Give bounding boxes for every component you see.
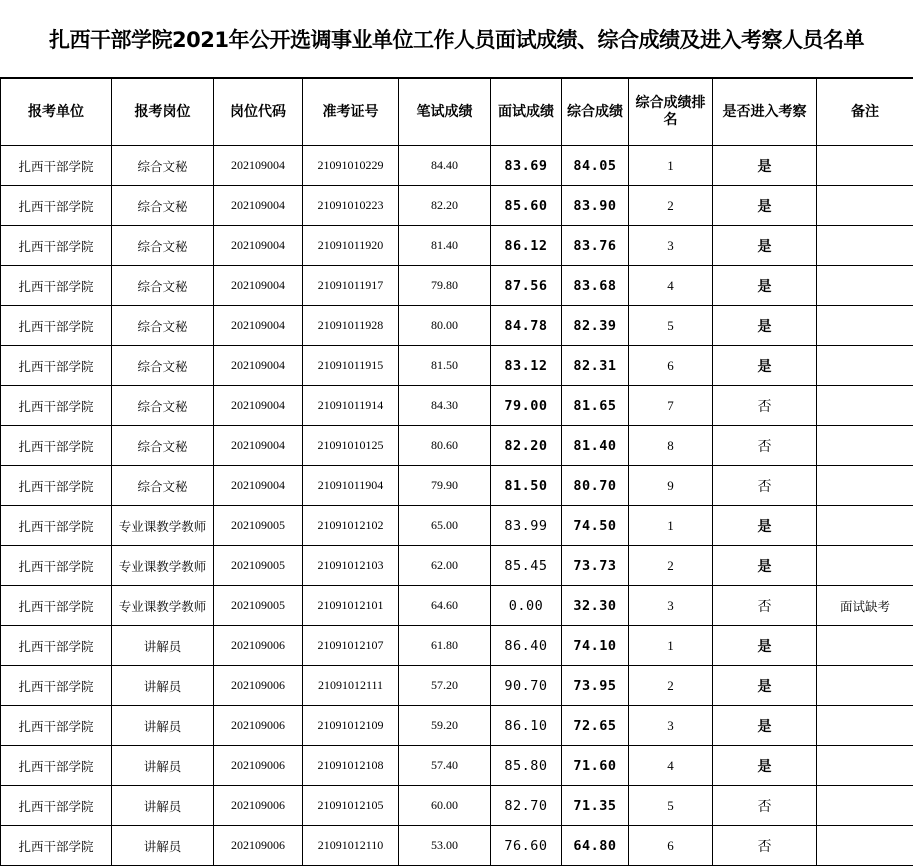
cell-post-code: 202109004 — [214, 346, 303, 386]
cell-unit: 扎西干部学院 — [1, 546, 112, 586]
cell-ticket-number: 21091012105 — [303, 786, 399, 826]
cell-enter-inspection: 是 — [713, 546, 817, 586]
cell-enter-inspection: 是 — [713, 146, 817, 186]
cell-post-code: 202109004 — [214, 226, 303, 266]
page-title: 扎西干部学院2021年公开选调事业单位工作人员面试成绩、综合成绩及进入考察人员名单 — [0, 0, 913, 78]
cell-post-code: 202109004 — [214, 466, 303, 506]
cell-enter-inspection: 否 — [713, 586, 817, 626]
cell-remark — [817, 546, 913, 586]
cell-rank: 9 — [629, 466, 713, 506]
table-row — [1, 826, 913, 866]
cell-interview-score: 83.99 — [491, 506, 562, 546]
cell-written-score: 80.60 — [399, 426, 491, 466]
cell-rank: 1 — [629, 626, 713, 666]
cell-interview-score: 83.12 — [491, 346, 562, 386]
cell-interview-score: 87.56 — [491, 266, 562, 306]
table-row — [1, 226, 913, 266]
cell-total-score: 74.10 — [562, 626, 629, 666]
cell-remark — [817, 466, 913, 506]
header-enter-inspection: 是否进入考察 — [713, 79, 817, 146]
cell-rank: 8 — [629, 426, 713, 466]
cell-post: 专业课教学教师 — [112, 586, 214, 626]
cell-written-score: 79.90 — [399, 466, 491, 506]
cell-post: 综合文秘 — [112, 386, 214, 426]
cell-post-code: 202109006 — [214, 626, 303, 666]
cell-ticket-number: 21091012110 — [303, 826, 399, 866]
cell-unit: 扎西干部学院 — [1, 306, 112, 346]
cell-unit: 扎西干部学院 — [1, 746, 112, 786]
cell-enter-inspection: 是 — [713, 306, 817, 346]
cell-total-score: 73.95 — [562, 666, 629, 706]
cell-post: 讲解员 — [112, 826, 214, 866]
table-row — [1, 186, 913, 226]
cell-written-score: 57.20 — [399, 666, 491, 706]
cell-total-score: 72.65 — [562, 706, 629, 746]
cell-interview-score: 82.20 — [491, 426, 562, 466]
cell-rank: 3 — [629, 706, 713, 746]
cell-remark — [817, 746, 913, 786]
cell-remark — [817, 186, 913, 226]
cell-unit: 扎西干部学院 — [1, 826, 112, 866]
table-row — [1, 346, 913, 386]
table-row — [1, 306, 913, 346]
cell-rank: 7 — [629, 386, 713, 426]
header-unit: 报考单位 — [1, 79, 112, 146]
cell-remark — [817, 386, 913, 426]
cell-unit: 扎西干部学院 — [1, 346, 112, 386]
cell-post-code: 202109006 — [214, 706, 303, 746]
cell-total-score: 84.05 — [562, 146, 629, 186]
cell-written-score: 61.80 — [399, 626, 491, 666]
table-row — [1, 146, 913, 186]
cell-unit: 扎西干部学院 — [1, 506, 112, 546]
cell-remark — [817, 226, 913, 266]
cell-enter-inspection: 是 — [713, 266, 817, 306]
cell-unit: 扎西干部学院 — [1, 666, 112, 706]
cell-post: 专业课教学教师 — [112, 506, 214, 546]
cell-rank: 1 — [629, 506, 713, 546]
table-row — [1, 786, 913, 826]
cell-post: 讲解员 — [112, 746, 214, 786]
cell-written-score: 81.50 — [399, 346, 491, 386]
cell-rank: 5 — [629, 786, 713, 826]
cell-rank: 3 — [629, 226, 713, 266]
cell-unit: 扎西干部学院 — [1, 466, 112, 506]
cell-remark — [817, 786, 913, 826]
cell-interview-score: 0.00 — [491, 586, 562, 626]
cell-enter-inspection: 是 — [713, 626, 817, 666]
table-row — [1, 586, 913, 626]
cell-enter-inspection: 否 — [713, 426, 817, 466]
cell-unit: 扎西干部学院 — [1, 586, 112, 626]
cell-written-score: 60.00 — [399, 786, 491, 826]
cell-post: 综合文秘 — [112, 186, 214, 226]
cell-interview-score: 86.40 — [491, 626, 562, 666]
cell-post: 讲解员 — [112, 666, 214, 706]
cell-post-code: 202109005 — [214, 506, 303, 546]
cell-post-code: 202109006 — [214, 746, 303, 786]
cell-post: 综合文秘 — [112, 426, 214, 466]
cell-total-score: 82.31 — [562, 346, 629, 386]
cell-post-code: 202109005 — [214, 586, 303, 626]
cell-interview-score: 83.69 — [491, 146, 562, 186]
header-ticket-number: 准考证号 — [303, 79, 399, 146]
cell-written-score: 84.30 — [399, 386, 491, 426]
cell-enter-inspection: 是 — [713, 506, 817, 546]
cell-total-score: 83.68 — [562, 266, 629, 306]
cell-ticket-number: 21091011904 — [303, 466, 399, 506]
cell-post-code: 202109004 — [214, 266, 303, 306]
cell-written-score: 65.00 — [399, 506, 491, 546]
cell-total-score: 71.35 — [562, 786, 629, 826]
cell-post-code: 202109004 — [214, 146, 303, 186]
cell-post: 讲解员 — [112, 786, 214, 826]
cell-ticket-number: 21091012111 — [303, 666, 399, 706]
cell-rank: 4 — [629, 266, 713, 306]
cell-enter-inspection: 是 — [713, 346, 817, 386]
cell-ticket-number: 21091012109 — [303, 706, 399, 746]
table-header-row — [1, 79, 913, 146]
table-row — [1, 626, 913, 666]
cell-enter-inspection: 是 — [713, 706, 817, 746]
results-table — [0, 78, 913, 866]
cell-ticket-number: 21091011917 — [303, 266, 399, 306]
cell-ticket-number: 21091012102 — [303, 506, 399, 546]
header-interview-score: 面试成绩 — [491, 79, 562, 146]
cell-ticket-number: 21091012107 — [303, 626, 399, 666]
cell-enter-inspection: 否 — [713, 826, 817, 866]
cell-remark — [817, 426, 913, 466]
cell-post: 综合文秘 — [112, 466, 214, 506]
cell-total-score: 83.76 — [562, 226, 629, 266]
cell-rank: 3 — [629, 586, 713, 626]
cell-written-score: 82.20 — [399, 186, 491, 226]
cell-written-score: 53.00 — [399, 826, 491, 866]
cell-post-code: 202109004 — [214, 426, 303, 466]
cell-enter-inspection: 是 — [713, 226, 817, 266]
cell-rank: 5 — [629, 306, 713, 346]
cell-interview-score: 81.50 — [491, 466, 562, 506]
cell-remark — [817, 826, 913, 866]
table-row — [1, 666, 913, 706]
cell-written-score: 64.60 — [399, 586, 491, 626]
cell-interview-score: 85.45 — [491, 546, 562, 586]
table-row — [1, 746, 913, 786]
cell-rank: 2 — [629, 546, 713, 586]
cell-enter-inspection: 否 — [713, 786, 817, 826]
cell-post: 综合文秘 — [112, 226, 214, 266]
cell-interview-score: 85.80 — [491, 746, 562, 786]
cell-remark — [817, 266, 913, 306]
table-row — [1, 546, 913, 586]
cell-interview-score: 76.60 — [491, 826, 562, 866]
cell-total-score: 82.39 — [562, 306, 629, 346]
cell-enter-inspection: 是 — [713, 746, 817, 786]
cell-interview-score: 84.78 — [491, 306, 562, 346]
cell-remark — [817, 306, 913, 346]
cell-total-score: 81.65 — [562, 386, 629, 426]
cell-post: 综合文秘 — [112, 266, 214, 306]
cell-rank: 4 — [629, 746, 713, 786]
cell-enter-inspection: 是 — [713, 186, 817, 226]
cell-total-score: 83.90 — [562, 186, 629, 226]
cell-written-score: 59.20 — [399, 706, 491, 746]
cell-ticket-number: 21091011920 — [303, 226, 399, 266]
cell-ticket-number: 21091010229 — [303, 146, 399, 186]
cell-ticket-number: 21091011914 — [303, 386, 399, 426]
cell-post-code: 202109004 — [214, 386, 303, 426]
cell-interview-score: 86.12 — [491, 226, 562, 266]
cell-rank: 6 — [629, 826, 713, 866]
cell-interview-score: 85.60 — [491, 186, 562, 226]
table-row — [1, 266, 913, 306]
cell-ticket-number: 21091012103 — [303, 546, 399, 586]
cell-post-code: 202109005 — [214, 546, 303, 586]
cell-remark — [817, 666, 913, 706]
cell-total-score: 64.80 — [562, 826, 629, 866]
cell-ticket-number: 21091011928 — [303, 306, 399, 346]
cell-written-score: 84.40 — [399, 146, 491, 186]
header-post-code: 岗位代码 — [214, 79, 303, 146]
cell-rank: 1 — [629, 146, 713, 186]
cell-remark — [817, 626, 913, 666]
cell-unit: 扎西干部学院 — [1, 226, 112, 266]
cell-rank: 2 — [629, 186, 713, 226]
cell-ticket-number: 21091012101 — [303, 586, 399, 626]
cell-total-score: 74.50 — [562, 506, 629, 546]
cell-written-score: 57.40 — [399, 746, 491, 786]
cell-rank: 2 — [629, 666, 713, 706]
cell-written-score: 81.40 — [399, 226, 491, 266]
header-total-rank: 综合成绩排名 — [629, 79, 713, 146]
cell-unit: 扎西干部学院 — [1, 786, 112, 826]
header-post: 报考岗位 — [112, 79, 214, 146]
cell-interview-score: 82.70 — [491, 786, 562, 826]
cell-ticket-number: 21091012108 — [303, 746, 399, 786]
cell-total-score: 71.60 — [562, 746, 629, 786]
cell-total-score: 80.70 — [562, 466, 629, 506]
cell-written-score: 80.00 — [399, 306, 491, 346]
cell-post-code: 202109006 — [214, 826, 303, 866]
table-row — [1, 506, 913, 546]
cell-post-code: 202109006 — [214, 666, 303, 706]
header-remark: 备注 — [817, 79, 913, 146]
cell-remark — [817, 346, 913, 386]
cell-remark — [817, 506, 913, 546]
cell-written-score: 62.00 — [399, 546, 491, 586]
table-row — [1, 466, 913, 506]
cell-total-score: 81.40 — [562, 426, 629, 466]
cell-interview-score: 86.10 — [491, 706, 562, 746]
table-row — [1, 386, 913, 426]
cell-enter-inspection: 否 — [713, 466, 817, 506]
cell-remark — [817, 146, 913, 186]
cell-enter-inspection: 否 — [713, 386, 817, 426]
cell-post: 讲解员 — [112, 626, 214, 666]
cell-post: 综合文秘 — [112, 346, 214, 386]
cell-unit: 扎西干部学院 — [1, 266, 112, 306]
cell-post: 讲解员 — [112, 706, 214, 746]
cell-remark — [817, 706, 913, 746]
cell-post: 综合文秘 — [112, 146, 214, 186]
table-row — [1, 426, 913, 466]
cell-post-code: 202109006 — [214, 786, 303, 826]
cell-total-score: 32.30 — [562, 586, 629, 626]
cell-rank: 6 — [629, 346, 713, 386]
cell-post: 综合文秘 — [112, 306, 214, 346]
cell-unit: 扎西干部学院 — [1, 386, 112, 426]
header-written-score: 笔试成绩 — [399, 79, 491, 146]
cell-ticket-number: 21091010125 — [303, 426, 399, 466]
cell-post-code: 202109004 — [214, 186, 303, 226]
cell-unit: 扎西干部学院 — [1, 146, 112, 186]
cell-ticket-number: 21091011915 — [303, 346, 399, 386]
cell-unit: 扎西干部学院 — [1, 186, 112, 226]
cell-remark: 面试缺考 — [817, 586, 913, 626]
cell-unit: 扎西干部学院 — [1, 706, 112, 746]
cell-interview-score: 90.70 — [491, 666, 562, 706]
cell-written-score: 79.80 — [399, 266, 491, 306]
header-total-score: 综合成绩 — [562, 79, 629, 146]
cell-total-score: 73.73 — [562, 546, 629, 586]
cell-enter-inspection: 是 — [713, 666, 817, 706]
cell-ticket-number: 21091010223 — [303, 186, 399, 226]
cell-interview-score: 79.00 — [491, 386, 562, 426]
cell-unit: 扎西干部学院 — [1, 626, 112, 666]
cell-post-code: 202109004 — [214, 306, 303, 346]
table-row — [1, 706, 913, 746]
cell-post: 专业课教学教师 — [112, 546, 214, 586]
cell-unit: 扎西干部学院 — [1, 426, 112, 466]
